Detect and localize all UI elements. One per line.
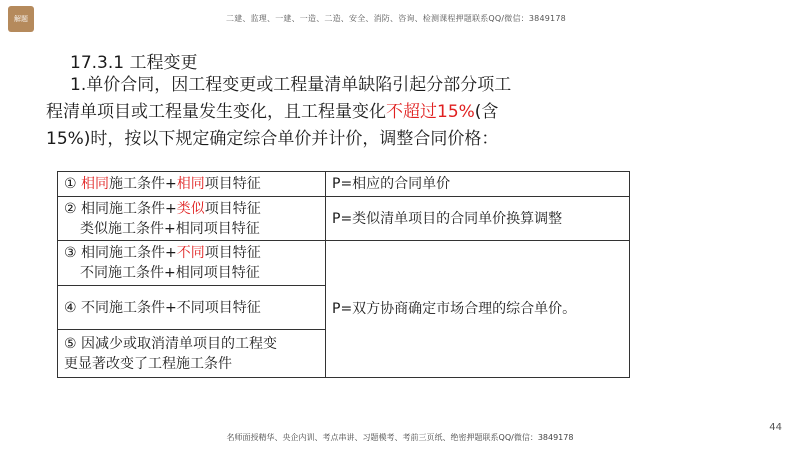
rule-3-5-price: P=双方协商确定市场合理的综合单价。 — [326, 241, 630, 378]
table-row — [58, 197, 630, 241]
rule-1-red-1: 相同 — [81, 176, 110, 192]
logo: 解题 — [8, 6, 34, 32]
para-line-2-tail: (含 — [474, 102, 499, 122]
rule-1-num: ① — [64, 176, 82, 192]
section-heading: 17.3.1 工程变更 — [70, 53, 198, 73]
intro-paragraph — [46, 72, 566, 153]
rule-5-line-1: ⑤ 因减少或取消清单项目的工程变 — [64, 335, 278, 352]
rule-3-line-2: 不同施工条件+相同项目特征 — [80, 265, 260, 281]
para-line-2-text: 程清单项目或工程量发生变化，且工程量变化 — [46, 102, 386, 122]
rule-2-red: 类似 — [176, 200, 205, 217]
rule-2-line-2: 类似施工条件+相同项目特征 — [80, 220, 260, 237]
rule-1-condition — [58, 172, 326, 197]
bottom-banner: 名师面授精华、央企内训、考点串讲、习题模考、考前三页纸、绝密押题联系QQ/微信：3849178 — [226, 433, 574, 442]
rule-1-price: P=相应的合同单价 — [326, 172, 630, 197]
rule-3-post: 项目特征 — [204, 245, 261, 261]
rule-2-post: 项目特征 — [204, 200, 261, 217]
rule-2-pre: ② 相同施工条件+ — [64, 200, 177, 217]
para-line-2 — [46, 99, 566, 126]
rule-3-pre: ③ 相同施工条件+ — [64, 245, 177, 261]
rule-2-condition — [58, 197, 326, 241]
para-highlight: 不超过15% — [386, 102, 475, 122]
rule-1-mid: 施工条件+ — [109, 176, 177, 192]
page-number: 44 — [769, 422, 782, 433]
rule-5-line-2: 更显著改变了工程施工条件 — [64, 355, 232, 372]
para-line-1: 1.单价合同，因工程变更或工程量清单缺陷引起分部分项工 — [70, 75, 512, 95]
rule-1-post: 项目特征 — [204, 176, 261, 192]
top-banner: 二建、监理、一建、一造、二造、安全、消防、咨询、检测课程押题联系QQ/微信：3849178 — [226, 14, 566, 23]
table-row — [58, 241, 630, 286]
rule-2-price: P=类似清单项目的合同单价换算调整 — [326, 197, 630, 241]
rule-5-condition — [58, 330, 326, 378]
rule-3-red: 不同 — [176, 245, 205, 261]
pricing-rules-table — [57, 171, 630, 378]
para-line-3: 15%)时，按以下规定确定综合单价并计价，调整合同价格： — [46, 129, 499, 149]
rule-1-red-2: 相同 — [176, 176, 205, 192]
rule-4-condition: ④ 不同施工条件+不同项目特征 — [58, 286, 326, 330]
rule-3-condition — [58, 241, 326, 286]
table-row — [58, 172, 630, 197]
